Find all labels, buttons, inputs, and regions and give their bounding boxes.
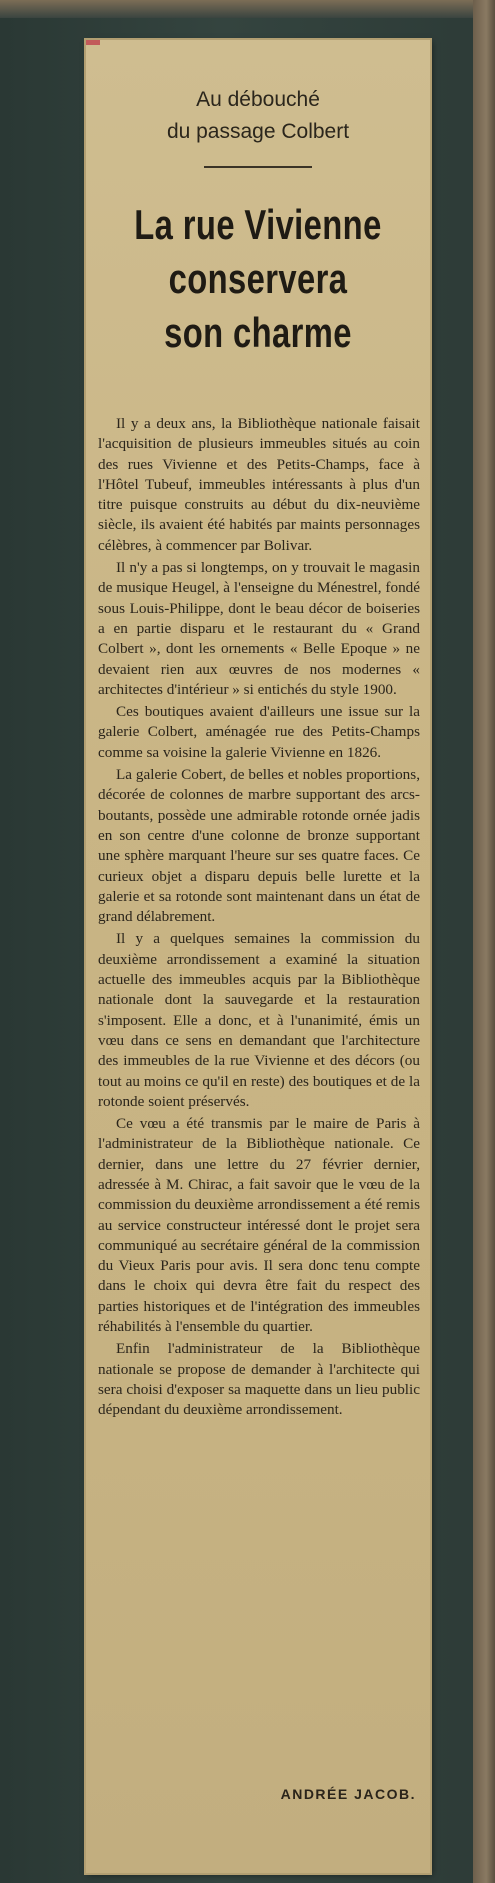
headline-line-3: son charme (164, 309, 352, 356)
paragraph: Ces boutiques avaient d'ailleurs une issue sur la galerie Colbert, aménagée rue des Petits-Champs comme sa voisine la galerie Vivienne en 1826. (98, 703, 420, 761)
paragraph: Il y a quelques semaines la commission du deuxième arrondissement a examiné la situation actuelle des immeubles acquis par la Bibliothèque nationale dont la sauvegarde et la restauration s'imposent. Elle a donc, et à l'unanimité, émis un vœu dans ce sens en demandant que l'architecture des immeubles de la rue Vivienne et des décors (ou tout au moins ce qu'il en reste) des boutiques et de la rotonde soient préservés. (98, 930, 420, 1110)
newspaper-clipping (86, 40, 430, 1873)
board-top-edge (0, 0, 495, 18)
kicker-line-2: du passage Colbert (166, 120, 350, 143)
headline-line-2: conservera (168, 255, 348, 302)
article-body (98, 414, 420, 1423)
board-right-edge (473, 0, 495, 1883)
red-mark (86, 40, 100, 45)
kicker-line-1: Au débouché (196, 88, 320, 111)
paragraph: Ce vœu a été transmis par le maire de Paris à l'administrateur de la Bibliothèque nationale. Ce dernier, dans une lettre du 27 février dernier, adressée à M. Chirac, a fait savoir que le vœu de la commission du deuxième arrondissement a été remis au service constructeur intéressé dont le projet sera communiqué au secrétaire général de la commission du Vieux Paris pour avis. Il sera donc tenu compte dans le choix qui devra être fait du respect des parties historiques et de l'intégration des immeubles réhabilités à l'ensemble du quartier. (98, 1115, 420, 1336)
paragraph: Il n'y a pas si longtemps, on y trouvait le magasin de musique Heugel, à l'enseigne du Ménestrel, fondé sous Louis-Philippe, dont le beau décor de boiseries a en partie disparu et le restaurant du « Grand Colbert », dont les ornements « Belle Epoque » ne devaient rien aux œuvres de nos modernes « architectes d'intérieur » si entichés du style 1900. (98, 559, 420, 698)
headline-line-1: La rue Vivienne (134, 201, 382, 248)
author-signature: ANDRÉE JACOB. (280, 1786, 416, 1802)
paragraph: Enfin l'administrateur de la Bibliothèque nationale se propose de demander à l'architecte qui sera choisi d'exposer sa maquette dans un lieu public dépendant du deuxième arrondissement. (98, 1340, 420, 1419)
paragraph: La galerie Cobert, de belles et nobles proportions, décorée de colonnes de marbre supportant des arcs-boutants, possède une admirable rotonde ornée jadis en son centre d'une colonne de bronze supportant une sphère marquant l'heure sur ses quatre faces. Ce curieux objet a disparu depuis belle lurette et la galerie et sa rotonde sont maintenant dans un état de grand délabrement. (98, 766, 420, 926)
kicker-rule (204, 166, 312, 168)
paragraph: Il y a deux ans, la Bibliothèque nationale faisait l'acquisition de plusieurs immeubles situés au coin des rues Vivienne et des Petits-Champs, face à l'Hôtel Tubeuf, immeubles intéressants à plus d'un titre puisque construits au début du dix-neuvième siècle, ils avaient été habités par maints personnages célèbres, à commencer par Bolivar. (98, 415, 420, 554)
